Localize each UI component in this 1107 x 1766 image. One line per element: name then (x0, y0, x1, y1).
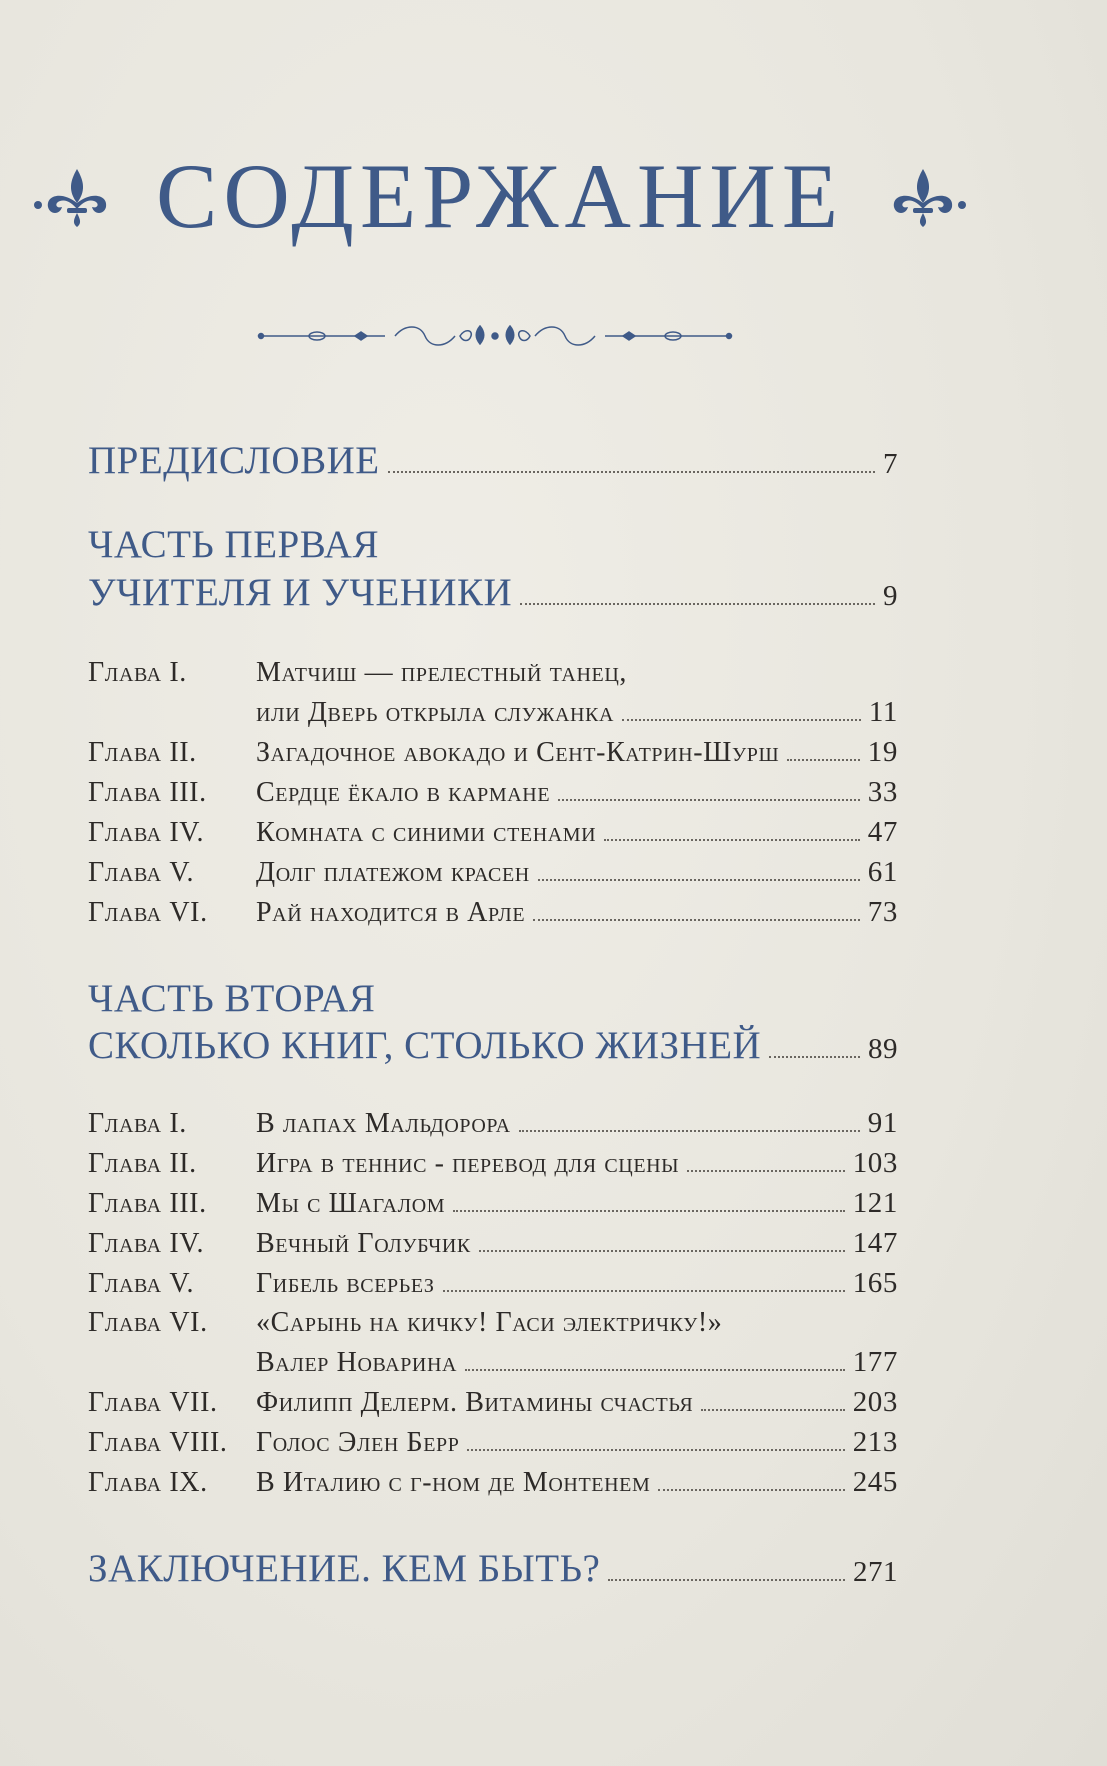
leader-dots (604, 839, 860, 841)
page-number: 89 (868, 1033, 898, 1065)
heading-row (0, 145, 1000, 247)
leader-dots (538, 879, 860, 881)
chapter-number: Глава I. (88, 1108, 187, 1139)
leader-dots (520, 603, 875, 605)
page-number: 213 (852, 1426, 898, 1458)
page-number: 245 (852, 1466, 898, 1498)
chapter-title: Долг платежом красен (256, 857, 530, 888)
part-1-label: ЧАСТЬ ПЕРВАЯ (88, 523, 379, 566)
toc-entry-chapter[interactable] (88, 1466, 898, 1499)
part-2-label: ЧАСТЬ ВТОРАЯ (88, 977, 376, 1020)
chapter-number: Глава IV. (88, 1228, 205, 1259)
chapter-title: В лапах Мальдорора (256, 1108, 511, 1139)
chapter-number: Глава III. (88, 1188, 207, 1219)
part-2-title: СКОЛЬКО КНИГ, СТОЛЬКО ЖИЗНЕЙ (88, 1024, 762, 1067)
toc-entry-chapter[interactable] (88, 856, 898, 889)
toc-entry-chapter[interactable] (88, 776, 898, 809)
page-title: СОДЕРЖАНИЕ (155, 145, 845, 247)
leader-dots (519, 1130, 860, 1132)
chapter-title: Вечный Голубчик (256, 1228, 471, 1259)
chapter-title: Игра в теннис - перевод для сцены (256, 1148, 680, 1179)
chapter-number: Глава V. (88, 1268, 195, 1299)
page-number: 73 (867, 896, 898, 928)
conclusion-title: ЗАКЛЮЧЕНИЕ. КЕМ БЫТЬ? (88, 1547, 601, 1590)
leader-dots (467, 1449, 844, 1451)
fleur-de-lis-left-icon (32, 161, 122, 231)
toc-entry-chapter[interactable] (88, 896, 898, 929)
leader-dots (608, 1579, 845, 1581)
page-number: 147 (852, 1227, 898, 1259)
toc-entry-chapter[interactable] (88, 1147, 898, 1180)
toc-entry-preface[interactable] (88, 438, 898, 483)
chapter-title: В Италию с г-ном де Монтенем (256, 1467, 651, 1498)
chapter-title: Загадочное авокадо и Сент-Катрин-Шурш (256, 737, 780, 768)
chapter-number: Глава IX. (88, 1467, 208, 1498)
chapter-title-line: «Сарынь на кичку! Гаси электричку!» (256, 1307, 723, 1338)
chapter-number: Глава VI. (88, 897, 208, 928)
chapter-title: Гибель всерьез (256, 1268, 435, 1299)
chapter-number: Глава VIII. (88, 1427, 228, 1458)
leader-dots (533, 919, 860, 921)
fleur-de-lis-right-icon (878, 161, 968, 231)
toc-entry-chapter[interactable] (88, 816, 898, 849)
chapter-title: Сердце ёкало в кармане (256, 777, 551, 808)
leader-dots (787, 759, 860, 761)
toc-entry-chapter[interactable] (88, 696, 898, 729)
chapter-number: Глава III. (88, 777, 207, 808)
toc-entry-chapter[interactable] (88, 1386, 898, 1419)
page-number: 9 (883, 580, 898, 612)
page-number: 103 (852, 1147, 898, 1179)
chapter-title: Мы с Шагалом (256, 1188, 446, 1219)
part-1-title: УЧИТЕЛЯ И УЧЕНИКИ (88, 571, 513, 614)
toc-entry-chapter[interactable] (88, 1107, 898, 1140)
page-number: 61 (867, 856, 898, 888)
toc-entry-chapter[interactable] (88, 1267, 898, 1300)
chapter-title-line: Матчиш — прелестный танец, (256, 657, 627, 688)
chapter-title: Филипп Делерм. Витамины счастья (256, 1387, 694, 1418)
chapter-title: Комната с синими стенами (256, 817, 597, 848)
chapter-title: Голос Элен Берр (256, 1427, 460, 1458)
leader-dots (658, 1489, 844, 1491)
leader-dots (443, 1290, 845, 1292)
page-number: 7 (883, 448, 898, 480)
chapter-number: Глава VII. (88, 1387, 218, 1418)
page-number: 271 (853, 1556, 898, 1588)
leader-dots (558, 799, 860, 801)
chapter-title: Валер Новарина (256, 1347, 458, 1378)
page-number: 121 (852, 1187, 898, 1219)
chapter-number: Глава VI. (88, 1307, 208, 1338)
page-number: 47 (867, 816, 898, 848)
toc-chapter-label-row (88, 657, 898, 689)
ornamental-divider-icon (255, 316, 735, 356)
chapter-number: Глава II. (88, 737, 197, 768)
leader-dots (701, 1409, 844, 1411)
leader-dots (479, 1250, 845, 1252)
toc-entry-chapter[interactable] (88, 1426, 898, 1459)
page-number: 177 (852, 1346, 898, 1378)
page-number: 91 (867, 1107, 898, 1139)
leader-dots (687, 1170, 844, 1172)
toc-chapter-label-row (88, 1307, 898, 1339)
leader-dots (769, 1056, 860, 1058)
toc-entry-part-2[interactable] (88, 1023, 898, 1068)
toc-entry-part-1[interactable] (88, 570, 898, 615)
leader-dots (622, 719, 861, 721)
leader-dots (465, 1369, 845, 1371)
page-number: 11 (868, 696, 898, 728)
toc-entry-chapter[interactable] (88, 1227, 898, 1260)
toc-entry-chapter[interactable] (88, 736, 898, 769)
chapter-title: Рай находится в Арле (256, 897, 526, 928)
toc-entry-chapter[interactable] (88, 1346, 898, 1379)
chapter-number: Глава II. (88, 1148, 197, 1179)
page-number: 203 (852, 1386, 898, 1418)
toc-entry-chapter[interactable] (88, 1187, 898, 1220)
page-number: 165 (852, 1267, 898, 1299)
leader-dots (388, 471, 875, 473)
page-number: 33 (867, 776, 898, 808)
chapter-number: Глава V. (88, 857, 195, 888)
toc-entry-conclusion[interactable] (88, 1546, 898, 1591)
leader-dots (453, 1210, 845, 1212)
chapter-title: или Дверь открыла служанка (256, 697, 615, 728)
chapter-number: Глава I. (88, 657, 187, 688)
chapter-number: Глава IV. (88, 817, 205, 848)
page-number: 19 (867, 736, 898, 768)
preface-title: ПРЕДИСЛОВИЕ (88, 439, 380, 482)
